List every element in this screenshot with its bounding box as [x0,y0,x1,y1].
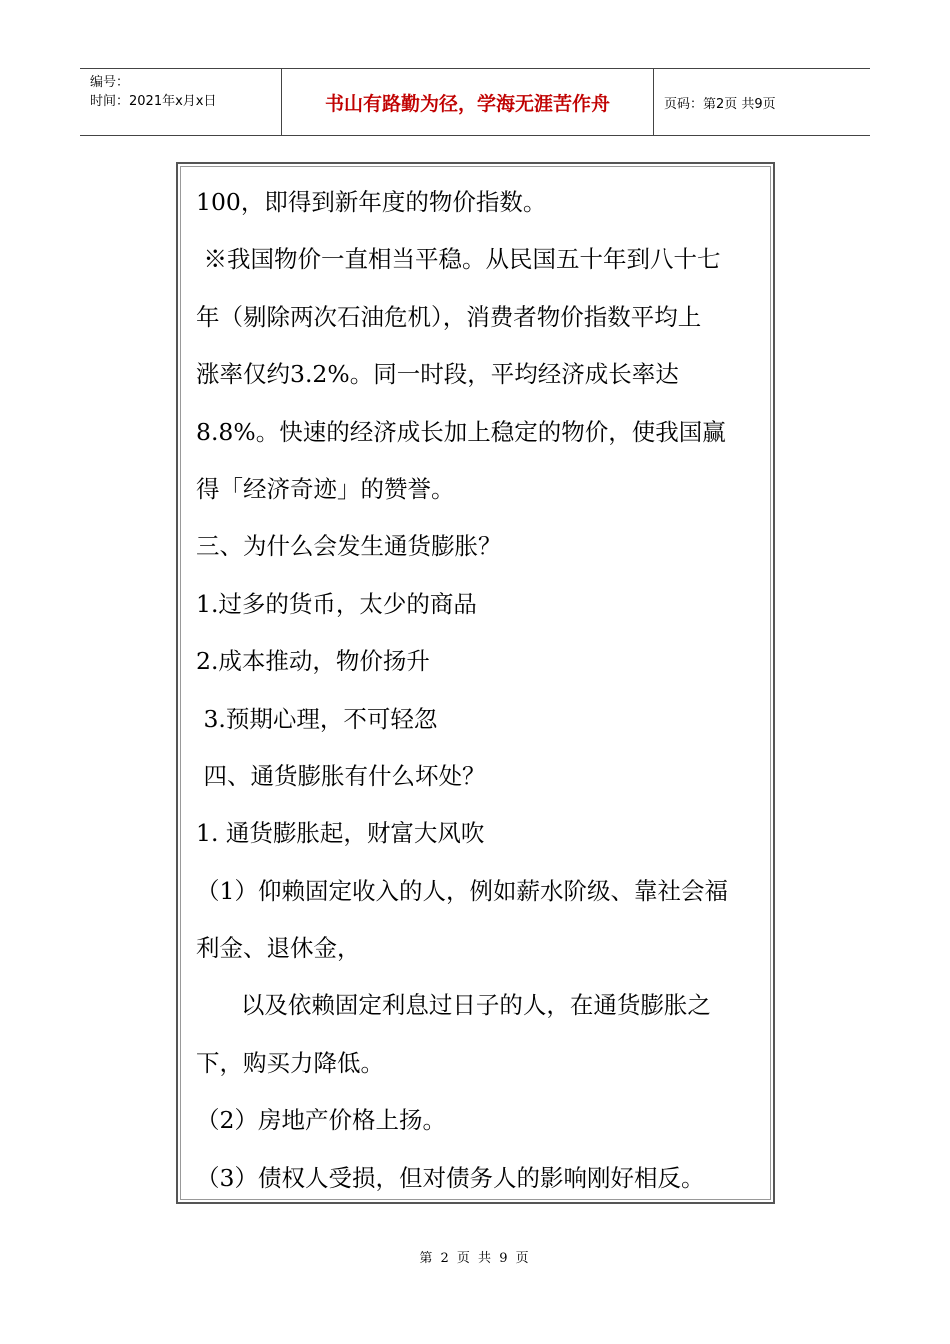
text-line: 得「经济奇迹」的赞誉。 [196,474,455,503]
header-page-info: 页码：第2页 共9页 [664,96,776,112]
text-line: 利金、退休金， [196,934,361,963]
text-line: ※我国物价一直相当平稳。从民国五十年到八十七 [196,245,721,274]
page-footer: 第 2 页 共 9 页 [419,1251,531,1266]
text-line: 涨率仅约3.2%。同一时段，平均经济成长率达 [196,360,679,389]
header-meta [80,69,282,135]
document-time-label: 时间：2021年x月x日 [90,94,217,109]
section-heading: 三、为什么会发生通货膨胀？ [196,532,502,561]
list-item: 1.过多的货币，太少的商品 [196,589,477,618]
text-line: （2）房地产价格上扬。 [196,1106,446,1135]
text-line: 下，购买力降低。 [196,1048,384,1077]
text-line: （1）仰赖固定收入的人，例如薪水阶级、靠社会福 [196,876,728,905]
text-line: 以及依赖固定利息过日子的人，在通货膨胀之 [196,991,711,1020]
text-line: （3）债权人受损，但对债务人的影响刚好相反。 [196,1163,705,1192]
list-item: 2.成本推动，物价扬升 [196,647,430,676]
page-header [80,68,870,136]
text-line: 8.8%。快速的经济成长加上稳定的物价，使我国赢 [196,417,726,446]
content-frame [176,162,775,1204]
text-line: 100，即得到新年度的物价指数。 [196,188,547,216]
text-line: 年（剔除两次石油危机），消费者物价指数平均上 [196,302,702,331]
section-heading: 四、通货膨胀有什么坏处？ [196,761,486,790]
list-item: 1. 通货膨胀起，财富大风吹 [196,819,485,848]
content-text [196,174,766,1207]
header-motto: 书山有路勤为径，学海无涯苦作舟 [282,69,654,135]
document-number-label: 编号： [90,75,130,90]
list-item: 3.预期心理，不可轻忽 [196,704,438,733]
